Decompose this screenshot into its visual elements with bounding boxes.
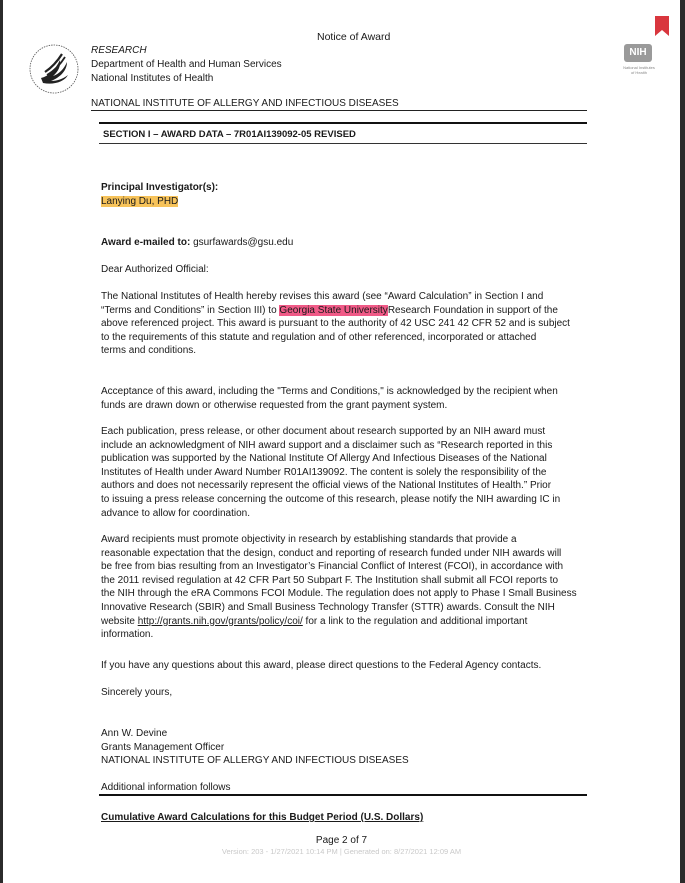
- header-divider: [91, 110, 587, 111]
- para3-line: Each publication, press release, or other document about research supported by an NIH award must: [101, 426, 546, 437]
- para3-line: authors and does not necessarily represent the official views of the National Institutes of Health.” Prior: [101, 480, 552, 492]
- institution-highlight: Georgia State University: [279, 304, 388, 316]
- para1-line: “Terms and Conditions” in Section III) to Georgia State UniversityResearch Foundation in support of the: [101, 304, 558, 316]
- para4-line: information.: [101, 629, 154, 641]
- fcoi-policy-link[interactable]: http://grants.nih.gov/grants/policy/coi/: [137, 615, 303, 627]
- paragraph-fcoi: [101, 533, 577, 642]
- paragraph-publication: [101, 425, 560, 520]
- cumulative-heading: Cumulative Award Calculations for this Budget Period (U.S. Dollars): [101, 812, 424, 823]
- page-number: Page 2 of 7: [315, 835, 368, 846]
- para4-line: Innovative Research (SBIR) and Small Business Technology Transfer (STTR) awards. Consult the NIH: [101, 601, 555, 613]
- agency-nih: National Institutes of Health: [91, 73, 214, 84]
- para4-line: Award recipients must promote objectivity in research by establishing standards that provide a: [101, 534, 517, 545]
- nih-logo-subtext: National Institutes of Health: [623, 65, 655, 75]
- para1-line: to the requirements of this statute and regulation and of other referenced, incorporated or attached: [101, 331, 537, 343]
- paragraph-revision: [101, 290, 570, 358]
- paragraph-acceptance: [101, 385, 558, 412]
- para4-line: be free from bias resulting from an Investigator’s Financial Conflict of Interest (FCOI), in accordance with: [101, 561, 564, 573]
- agency-hhs: Department of Health and Human Services: [91, 59, 282, 70]
- signer-title: Grants Management Officer: [101, 741, 225, 753]
- para3-line: to issuing a press release concerning the outcome of this research, please notify the NIH awarding IC in: [101, 493, 561, 505]
- award-email-label: Award e-mailed to:: [101, 237, 191, 248]
- header-institute: NATIONAL INSTITUTE OF ALLERGY AND INFECTIOUS DISEASES: [91, 98, 399, 109]
- award-email-value: gsurfawards@gsu.edu: [193, 237, 294, 248]
- para4-line: website http://grants.nih.gov/grants/policy/coi/ for a link to the regulation and additional important: [101, 615, 528, 627]
- additional-rule: [99, 794, 587, 796]
- nih-logo: [622, 44, 656, 84]
- bookmark-icon[interactable]: [655, 16, 669, 36]
- para2-line: Acceptance of this award, including the "Terms and Conditions," is acknowledged by the recipient when: [101, 386, 558, 397]
- hhs-eagle-logo-icon: [27, 42, 81, 96]
- para4-line: the 2011 revised regulation at 42 CFR Part 50 Subpart F. The Institution shall submit all FCOI reports to: [101, 574, 559, 586]
- signature-block: [101, 727, 409, 768]
- document-page: [3, 0, 680, 883]
- para3-line: advance to allow for coordination.: [101, 507, 250, 519]
- para2-line: funds are drawn down or otherwise requested from the grant payment system.: [101, 399, 448, 411]
- signer-name: Ann W. Devine: [101, 728, 168, 739]
- section-top-rule: [99, 122, 587, 124]
- signer-institute: NATIONAL INSTITUTE OF ALLERGY AND INFECTIOUS DISEASES: [101, 755, 409, 767]
- section-divider: [99, 143, 587, 144]
- pi-name: Lanying Du, PHD: [101, 196, 179, 207]
- paragraph-questions: If you have any questions about this award, please direct questions to the Federal Agency contacts.: [101, 660, 542, 671]
- award-email: [101, 236, 293, 250]
- section-title: SECTION I – AWARD DATA – 7R01AI139092-05 REVISED: [103, 129, 356, 140]
- para1-line: The National Institutes of Health hereby revises this award (see “Award Calculation” in Section I and: [101, 291, 544, 302]
- generated-meta: Version: 203 - 1/27/2021 10:14 PM | Generated on: 8/27/2021 12:09 AM: [221, 847, 462, 856]
- notice-title: Notice of Award: [317, 31, 391, 43]
- salutation: Dear Authorized Official:: [101, 264, 209, 275]
- para4-line: the NIH through the eRA Commons FCOI Module. The regulation does not apply to Phase I Small Business: [101, 588, 577, 600]
- para3-line: publication was supported by the National Institute Of Allergy And Infectious Diseases of the National: [101, 453, 547, 465]
- nih-logo-mark: NIH: [624, 44, 652, 62]
- closing: Sincerely yours,: [101, 687, 173, 698]
- additional-info: Additional information follows: [101, 782, 231, 793]
- para1-line: terms and conditions.: [101, 345, 197, 357]
- para4-line: reasonable expectation that the design, conduct and reporting of research funded under NIH awards will: [101, 547, 562, 559]
- para3-line: include an acknowledgment of NIH award support and a disclaimer such as “Research reported in this: [101, 439, 553, 451]
- agency-research: RESEARCH: [91, 45, 147, 56]
- para3-line: Institutes of Health under Award Number R01AI139092. The content is solely the responsibility of the: [101, 466, 547, 478]
- pi-label: Principal Investigator(s):: [101, 182, 219, 193]
- para1-line: above referenced project. This award is pursuant to the authority of 42 USC 241 42 CFR 52 and is subject: [101, 318, 570, 330]
